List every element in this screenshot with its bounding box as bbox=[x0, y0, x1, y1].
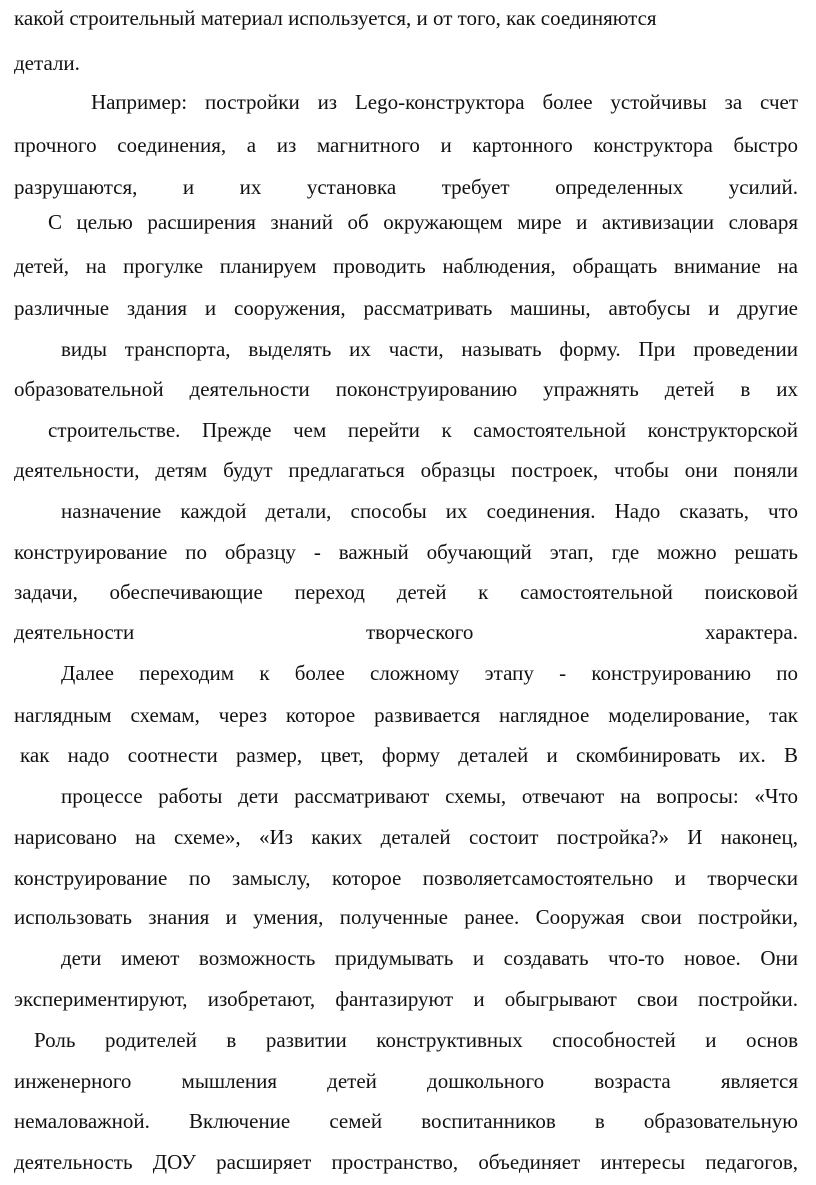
text-line: деятельности, детям будут предлагаться образцы построек, чтобы они поняли bbox=[14, 458, 798, 482]
text-line: экспериментируют, изобретают, фантазируют и обыгрывают свои постройки. bbox=[14, 987, 798, 1011]
text-line: конструирование по замыслу, которое позволяетсамостоятельно и творчески bbox=[14, 866, 798, 890]
text-line: наглядным схемам, через которое развивается наглядное моделирование, так bbox=[14, 703, 798, 727]
text-line: Роль родителей в развитии конструктивных способностей и основ bbox=[34, 1028, 798, 1052]
text-line: какой строительный материал используется, и от того, как соединяются bbox=[14, 6, 657, 30]
text-line: образовательной деятельности поконструированию упражнять детей в их bbox=[14, 377, 798, 401]
text-line: инженерного мышления детей дошкольного возраста является bbox=[14, 1069, 798, 1093]
text-line: детали. bbox=[14, 51, 80, 75]
text-line: виды транспорта, выделять их части, называть форму. При проведении bbox=[61, 337, 798, 361]
text-line: нарисовано на схеме», «Из каких деталей состоит постройка?» И наконец, bbox=[14, 825, 798, 849]
text-line: разрушаются, и их установка требует определенных усилий. bbox=[14, 175, 798, 199]
text-line: конструирование по образцу - важный обучающий этап, где можно решать bbox=[14, 540, 798, 564]
text-line: дети имеют возможность придумывать и создавать что-то новое. Они bbox=[61, 946, 798, 970]
text-line: деятельность ДОУ расширяет пространство, объединяет интересы педагогов, bbox=[14, 1150, 798, 1174]
text-line: как надо соотнести размер, цвет, форму деталей и скомбинировать их. В bbox=[20, 743, 798, 767]
text-line: Далее переходим к более сложному этапу - конструированию по bbox=[61, 661, 798, 685]
text-line: прочного соединения, а из магнитного и картонного конструктора быстро bbox=[14, 133, 798, 157]
text-line: С целью расширения знаний об окружающем мире и активизации словаря bbox=[48, 210, 798, 234]
text-line: детей, на прогулке планируем проводить наблюдения, обращать внимание на bbox=[14, 254, 798, 278]
text-line: задачи, обеспечивающие переход детей к самостоятельной поисковой bbox=[14, 580, 798, 604]
text-line: различные здания и сооружения, рассматривать машины, автобусы и другие bbox=[14, 296, 798, 320]
text-line: строительстве. Прежде чем перейти к самостоятельной конструкторской bbox=[48, 418, 798, 442]
text-line: процессе работы дети рассматривают схемы, отвечают на вопросы: «Что bbox=[61, 784, 798, 808]
text-line: Например: постройки из Lego-конструктора более устойчивы за счет bbox=[91, 90, 798, 114]
text-line: немаловажной. Включение семей воспитанников в образовательную bbox=[14, 1109, 798, 1133]
text-line: назначение каждой детали, способы их соединения. Надо сказать, что bbox=[61, 499, 798, 523]
text-line: использовать знания и умения, полученные ранее. Сооружая свои постройки, bbox=[14, 905, 798, 929]
text-line: деятельности творческого характера. bbox=[14, 620, 798, 644]
